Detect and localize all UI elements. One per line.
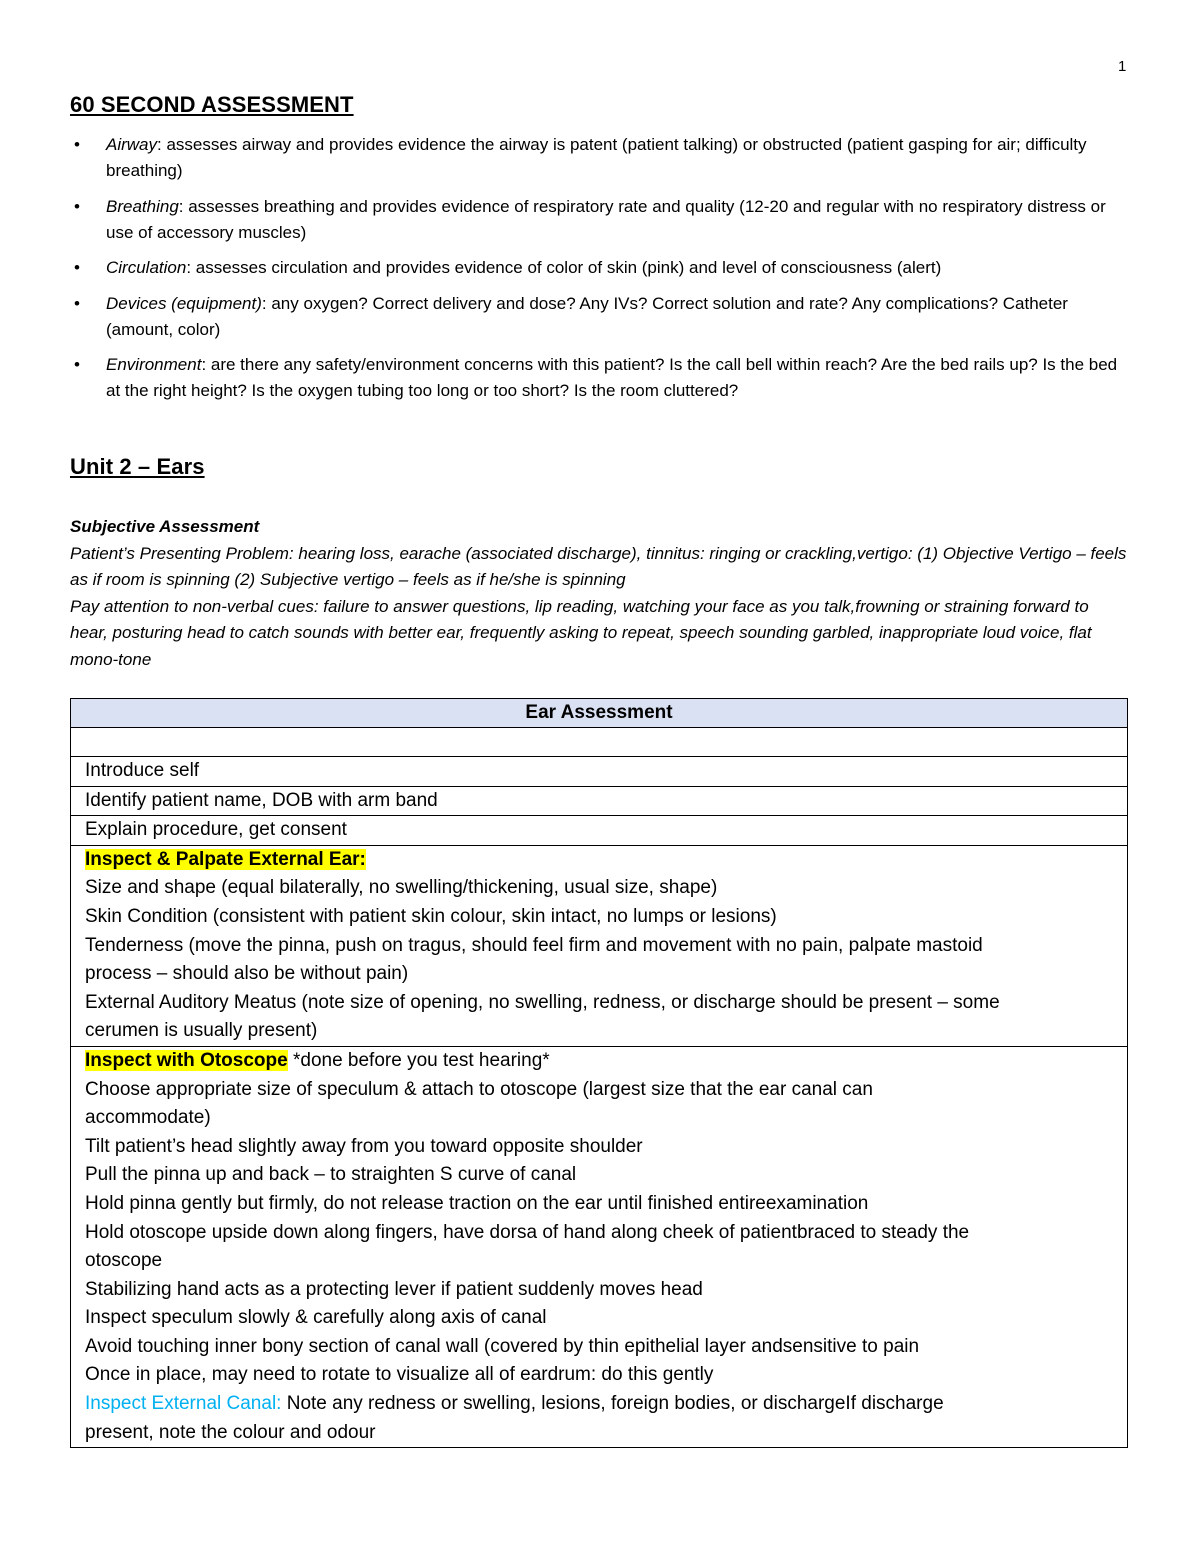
external-line: Size and shape (equal bilaterally, no swelling/thickening, usual size, shape): [85, 877, 718, 899]
section-title-unit-2-ears: Unit 2 – Ears: [70, 454, 205, 479]
external-line: Skin Condition (consistent with patient skin colour, skin intact, no lumps or lesions): [85, 905, 777, 927]
list-text: : any oxygen? Correct delivery and dose? Any IVs? Correct solution and rate? Any complications? Catheter (amount, color): [106, 293, 1068, 339]
list-text: : assesses breathing and provides evidence of respiratory rate and quality (12-20 and regular with no respiratory distress or use of accessory muscles): [106, 196, 1106, 242]
external-line: Tenderness (move the pinna, push on tragus, should feel firm and movement with no pain, palpate mastoid: [85, 934, 983, 956]
bullet-icon: •: [74, 293, 80, 313]
external-canal-text: Note any redness or swelling, lesions, foreign bodies, or dischargeIf discharge: [281, 1393, 944, 1415]
list-term: Airway: [106, 135, 158, 154]
otoscope-line: accommodate): [85, 1107, 211, 1129]
bullet-icon: •: [74, 355, 80, 374]
otoscope-line: Hold pinna gently but firmly, do not release traction on the ear until finished entireexamination: [85, 1192, 869, 1214]
list-term: Environment: [106, 355, 202, 374]
otoscope-line: Avoid touching inner bony section of canal wall (covered by thin epithelial layer andsensitive to pain: [85, 1335, 920, 1357]
ear-assessment-table: [70, 698, 1128, 1448]
table-header: Ear Assessment: [71, 699, 1128, 728]
list-term: Breathing: [106, 196, 179, 216]
bullet-icon: •: [74, 196, 80, 216]
external-ear-heading: Inspect & Palpate External Ear:: [85, 848, 366, 870]
canal-line-2: present, note the colour and odour: [85, 1421, 376, 1443]
empty-row: [71, 728, 1128, 757]
subjective-heading: Subjective Assessment: [70, 517, 260, 536]
presenting-problem: Patient’s Presenting Problem: hearing loss, earache (associated discharge), tinnitus: ringing or crackling,vertigo: (1) Objective Vertigo – feels as if room is spinning (2) Subjective vertigo – feels as if he/she is spinning: [70, 543, 1127, 589]
list-item: [70, 255, 1130, 281]
otoscope-line: Choose appropriate size of speculum & attach to otoscope (largest size that the ear canal can: [85, 1078, 873, 1100]
subjective-assessment: [70, 514, 1130, 673]
canal-line: [85, 1390, 1113, 1419]
list-text: : are there any safety/environment concerns with this patient? Is the call bell within reach? Are the bed rails up? Is the bed at the right height? Is the oxygen tubing too long or too short? Is the room cluttered?: [106, 355, 1118, 400]
row-introduce: Introduce self: [71, 757, 1128, 787]
list-text: : assesses airway and provides evidence the airway is patent (patient talking) or obstructed (patient gasping for air; difficulty breathing): [106, 135, 1087, 180]
list-term: Circulation: [106, 258, 187, 277]
list-item: [70, 291, 1130, 343]
section-title-60-second: 60 SECOND ASSESSMENT: [70, 92, 354, 117]
otoscope-line: Tilt patient’s head slightly away from you toward opposite shoulder: [85, 1135, 643, 1157]
bullet-icon: •: [74, 135, 80, 154]
external-line: process – should also be without pain): [85, 963, 409, 985]
assessment-list: [70, 132, 1130, 414]
otoscope-note: *done before you test hearing*: [287, 1049, 550, 1071]
otoscope-line: Inspect speculum slowly & carefully along axis of canal: [85, 1307, 547, 1329]
otoscope-heading-line: [85, 1047, 1113, 1076]
page-number: 1: [1118, 58, 1127, 75]
bullet-icon: •: [74, 258, 80, 277]
external-line: External Auditory Meatus (note size of opening, no swelling, redness, or discharge should be present – some: [85, 991, 1000, 1013]
nonverbal-cues: Pay attention to non-verbal cues: failure to answer questions, lip reading, watching your face as you talk,frowning or straining forward to hear, posturing head to catch sounds with better ear, frequently asking to repeat, speech sounding garbled, inappropriate loud voice, flat mono-tone: [70, 596, 1092, 669]
row-identify: Identify patient name, DOB with arm band: [71, 786, 1128, 816]
otoscope-line: Pull the pinna up and back – to straighten S curve of canal: [85, 1164, 577, 1186]
otoscope-line: Hold otoscope upside down along fingers, have dorsa of hand along cheek of patientbraced to steady the: [85, 1221, 970, 1243]
list-item: [70, 194, 1130, 246]
row-otoscope: [71, 1046, 1128, 1447]
external-line: cerumen is usually present): [85, 1020, 318, 1042]
list-item: [70, 132, 1130, 184]
row-explain: Explain procedure, get consent: [71, 816, 1128, 846]
otoscope-line: Stabilizing hand acts as a protecting lever if patient suddenly moves head: [85, 1278, 703, 1300]
otoscope-line: Once in place, may need to rotate to visualize all of eardrum: do this gently: [85, 1364, 714, 1386]
otoscope-heading: Inspect with Otoscope: [85, 1049, 288, 1071]
list-item: [70, 352, 1130, 404]
list-term: Devices (equipment): [106, 293, 262, 313]
external-canal-label: Inspect External Canal:: [85, 1393, 282, 1415]
row-external-ear: [71, 845, 1128, 1046]
list-text: : assesses circulation and provides evidence of color of skin (pink) and level of consciousness (alert): [186, 258, 942, 277]
otoscope-line: otoscope: [85, 1250, 163, 1272]
